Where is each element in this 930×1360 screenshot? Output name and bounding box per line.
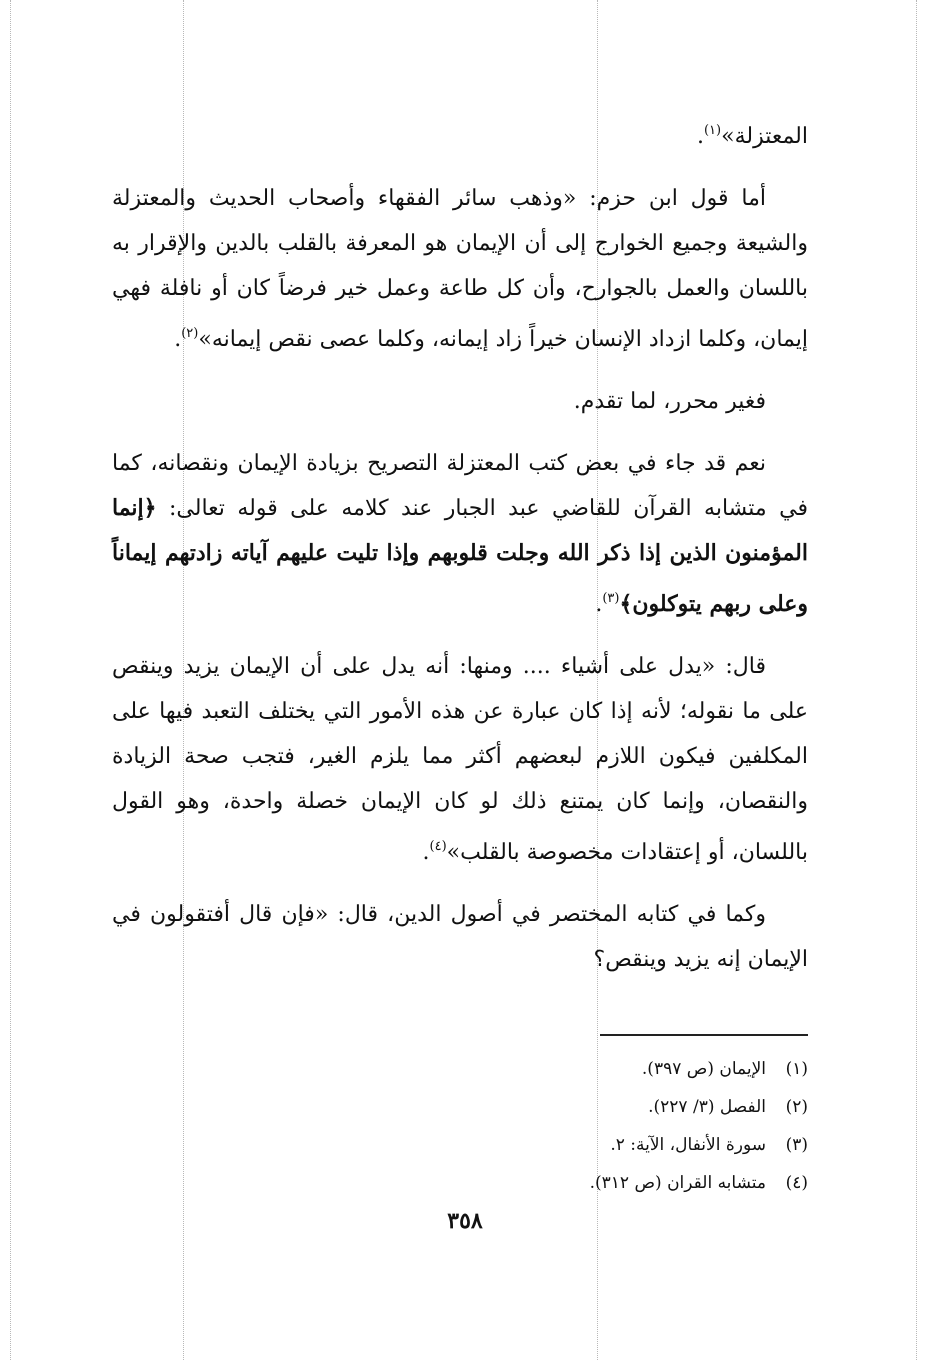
paragraph-text: المعتزلة» (721, 124, 808, 149)
paragraph (112, 644, 808, 875)
footnote-number: (٤) (785, 1173, 808, 1193)
footnote-text: متشابه القران (ص ٣١٢). (589, 1173, 766, 1193)
paragraph-text: . (174, 327, 182, 352)
footnote-item (112, 1088, 808, 1126)
paragraph (112, 441, 808, 627)
paragraph-text: أما قول ابن حزم: «وذهب سائر الفقهاء وأصحاب الحديث والمعتزلة والشيعة وجميع الخوارج إلى أن الإيمان هو المعرفة بالقلب بالدين والإقرار به باللسان والعمل بالجوارح، وأن كل طاعة وعمل خير فرضاً كان أو نافلة فهي إيمان، وكلما ازداد الإنسان خيراً زاد إيمانه، وكلما عصى نقص إيمانه» (112, 186, 808, 352)
paragraph-text: . (696, 124, 704, 149)
footnote-item (112, 1164, 808, 1202)
paragraph-text: . (595, 592, 603, 617)
paragraph (112, 379, 808, 424)
paragraph (112, 176, 808, 362)
footnote-reference: (٢) (181, 326, 199, 341)
footnote-reference: (١) (703, 123, 722, 138)
footnote-number: (٢) (785, 1097, 808, 1117)
footnote-number: (١) (785, 1059, 808, 1079)
paragraph-text: وكما في كتابه المختصر في أصول الدين، قال: «فإن قال أفتقولون في الإيمان إنه يزيد وينقص؟ (112, 902, 808, 972)
quran-verse: ﴿إنما المؤمنون الذين إذا ذكر الله وجلت قلوبهم وإذا تليت عليهم آياته زادتهم إيماناً وعلى ربهم يتوكلون﴾ (112, 495, 808, 617)
footnote-item (112, 1050, 808, 1088)
main-text (112, 108, 808, 982)
footnote-number: (٣) (785, 1135, 808, 1155)
footnote-text: سورة الأنفال، الآية: ٢. (610, 1135, 766, 1155)
scan-margin-line (916, 0, 917, 1360)
footnotes (112, 1050, 808, 1202)
footnote-text: الإيمان (ص ٣٩٧). (641, 1059, 766, 1079)
page-body (112, 108, 808, 1202)
footnote-item (112, 1126, 808, 1164)
footnote-text: الفصل (٣/ ٢٢٧). (648, 1097, 766, 1117)
footnote-reference: (٣) (602, 591, 620, 606)
paragraph-text: . (422, 840, 430, 865)
paragraph-text: قال: «يدل على أشياء .... ومنها: أنه يدل على أن الإيمان يزيد وينقص على ما نقوله؛ لأنه إذا كان عبارة عن هذه الأمور التي يختلف التعبد فيها على المكلفين فيكون اللازم لبعضهم أكثر مما يلزم الغير، فتجب صحة الزيادة والنقصان، وإنما كان يمتنع ذلك لو كان الإيمان خصلة واحدة، وهو القول باللسان، أو إعتقادات مخصوصة بالقلب» (112, 654, 808, 865)
paragraph-text: فغير محرر، لما تقدم. (573, 389, 766, 414)
page-number: ٣٥٨ (447, 1208, 483, 1234)
scan-margin-line (10, 0, 11, 1360)
footnote-separator (600, 1034, 808, 1036)
footnote-reference: (٤) (429, 839, 447, 854)
paragraph (112, 892, 808, 982)
paragraph (112, 108, 808, 159)
paragraph-text: نعم قد جاء في بعض كتب المعتزلة التصريح بزيادة الإيمان ونقصانه، كما في متشابه القرآن للقاضي عبد الجبار عند كلامه على قوله تعالى: (112, 451, 808, 521)
